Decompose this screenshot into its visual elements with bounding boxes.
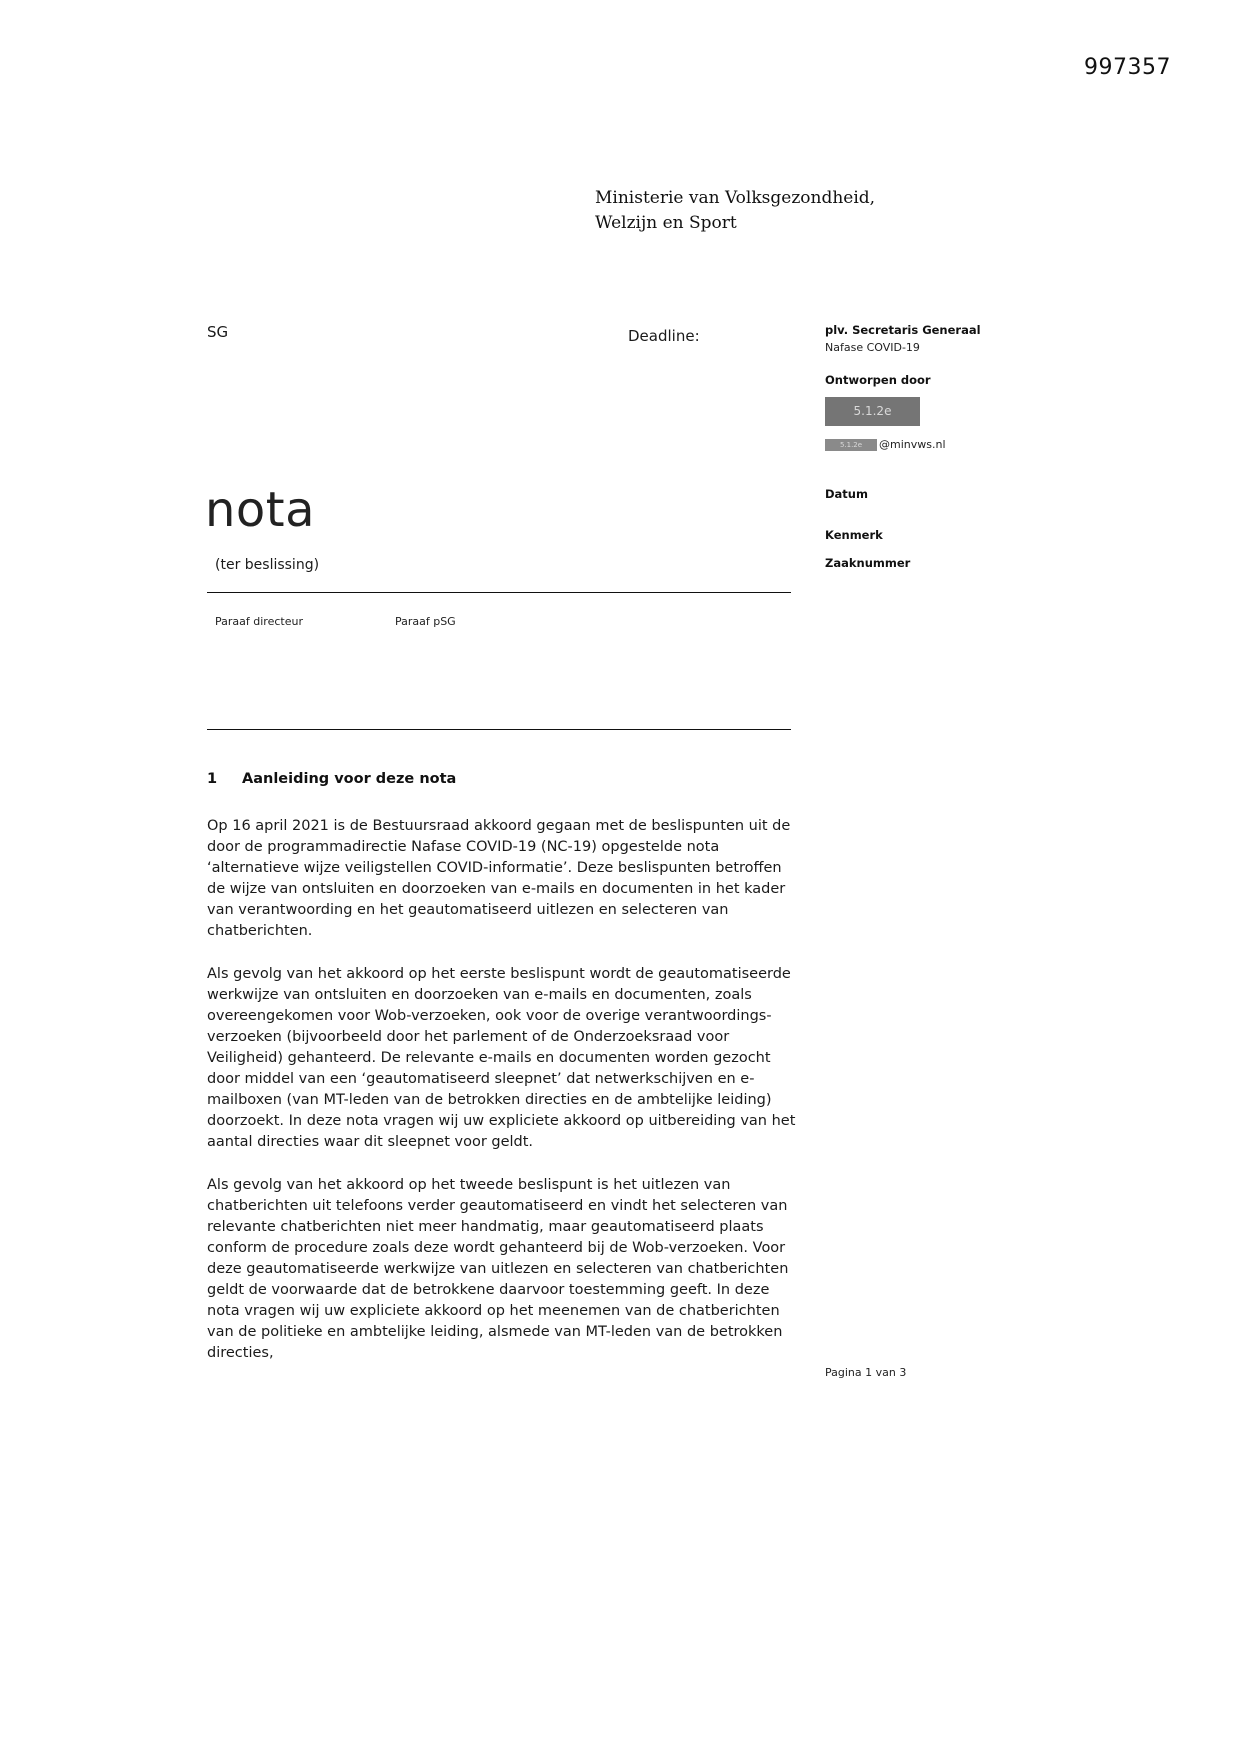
- datum-label: Datum: [825, 486, 868, 501]
- ministry-line-1: Ministerie van Volksgezondheid,: [595, 188, 876, 208]
- deadline-label: Deadline:: [628, 327, 700, 345]
- sg-label: SG: [207, 323, 229, 341]
- ministry-line-2: Welzijn en Sport: [595, 212, 737, 233]
- role-title: plv. Secretaris Generaal: [825, 323, 981, 337]
- page-footer: Pagina 1 van 3: [825, 1366, 907, 1379]
- ministry-name: [595, 186, 875, 235]
- section-heading: [207, 769, 804, 790]
- divider-line-top: [207, 592, 791, 593]
- document-subtitle: (ter beslissing): [215, 557, 320, 573]
- document-number: 997357: [1084, 55, 1171, 80]
- section-title: Aanleiding voor deze nota: [242, 771, 457, 787]
- metadata-sidebar: [825, 323, 1005, 571]
- email-row: [825, 438, 1005, 453]
- paraaf-row: [215, 615, 715, 628]
- body-paragraph: Als gevolg van het akkoord op het eerste beslispunt wordt de geautomatiseerde werkwijze van ontsluiten en doorzoeken van e-mails en documenten, zoals overeengekomen voor Wob-verzoeken, ook voor de overige verantwoordings-verzoeken (bijvoorbeeld door het parlement of de Onderzoeksraad voor Veiligheid) gehanteerd. De relevante e-mails en documenten worden gezocht door middel van een ‘geautomatiseerd sleepnet’ dat netwerkschijven en e-mailboxen (van MT-leden van de betrokken directies en de ambtelijke leiding) doorzoekt. In deze nota vragen wij uw expliciete akkoord op uitbereiding van het aantal directies waar dit sleepnet voor geldt.: [207, 966, 796, 1151]
- email-domain: @minvws.nl: [879, 437, 946, 451]
- document-title: nota: [205, 482, 316, 538]
- designed-by-label: Ontworpen door: [825, 373, 931, 388]
- body-paragraph: Als gevolg van het akkoord op het tweede beslispunt is het uitlezen van chatberichten uit telefoons verder geautomatiseerd en vindt het selecteren van relevante chatberichten niet meer handmatig, maar geautomatiseerd plaats conform de procedure zoals deze wordt gehanteerd bij de Wob-verzoeken. Voor deze geautomatiseerde werkwijze van uitlezen en selecteren van chatberichten geldt de voorwaarde dat de betrokkene daarvoor toestemming geeft. In deze nota vragen wij uw expliciete akkoord op het meenemen van de chatberichten van de politieke en ambtelijke leiding, alsmede van MT-leden van de betrokken directies,: [207, 1177, 789, 1362]
- divider-line-bottom: [207, 729, 791, 730]
- kenmerk-label: Kenmerk: [825, 528, 883, 543]
- body-column: [207, 769, 804, 1386]
- redacted-email-box: 5.1.2e: [825, 439, 877, 451]
- paraaf-directeur-label: Paraaf directeur: [215, 615, 303, 628]
- body-paragraph: Op 16 april 2021 is de Bestuursraad akkoord gegaan met de beslispunten uit de door de programmadirectie Nafase COVID-19 (NC-19) opgestelde nota ‘alternatieve wijze veiligstellen COVID-informatie’. Deze beslispunten betroffen de wijze van ontsluiten en doorzoeken van e-mails en documenten in het kader van verantwoording en het geautomatiseerd uitlezen en selecteren van chatberichten.: [207, 818, 791, 940]
- paraaf-psg-label: Paraaf pSG: [394, 615, 456, 628]
- zaaknummer-label: Zaaknummer: [825, 555, 911, 570]
- role-subtitle: Nafase COVID-19: [825, 340, 920, 354]
- redacted-name-box: 5.1.2e: [825, 397, 920, 426]
- section-number: 1: [207, 771, 218, 787]
